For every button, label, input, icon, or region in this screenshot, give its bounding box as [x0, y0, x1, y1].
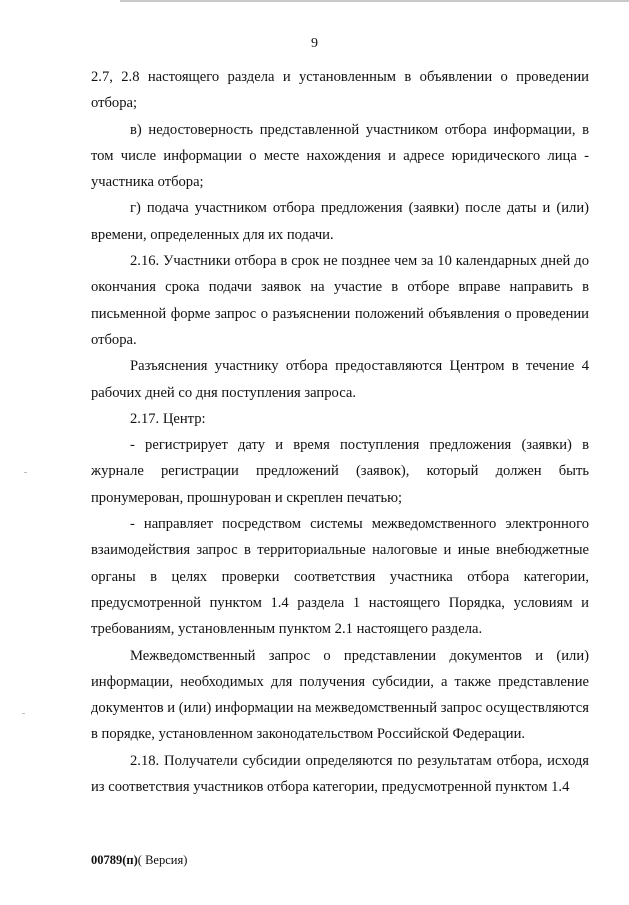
paragraph-2-17-heading: 2.17. Центр: [130, 410, 206, 427]
paragraph-item-g: г) подача участником отбора предложения (заявки) после даты и (или) времени, определенных для их подачи. [91, 200, 589, 243]
paragraph-item-v: в) недостоверность представленной участником отбора информации, в том числе информации о месте нахождения и адресе юридического лица - участника отбора; [91, 121, 589, 191]
scan-mark [24, 472, 27, 473]
paragraph-clarifications: Разъяснения участнику отбора предоставляются Центром в течение 4 рабочих дней со дня поступления запроса. [91, 358, 589, 401]
paragraph-registers: - регистрирует дату и время поступления предложения (заявки) в журнале регистрации предложений (заявок), который должен быть пронумерован, прошнурован и скреплен печатью; [91, 437, 589, 506]
paragraph-sends-request: - направляет посредством системы межведомственного электронного взаимодействия запрос в территориальные налоговые и иные внебюджетные органы в целях проверки соответствия участника отбора категории, предусмотренной пунктом 1.4 раздела 1 настоящего Порядка, условиям и требованиям, установленным пунктом 2.1 настоящего раздела. [91, 516, 589, 638]
document-code: 00789(п) [91, 853, 138, 867]
scan-top-edge [120, 0, 629, 2]
document-version: ( Версия) [137, 853, 188, 867]
paragraph-2-18: 2.18. Получатели субсидии определяются по результатам отбора, исходя из соответствия участников отбора категории, предусмотренной пунктом 1.4 [91, 752, 589, 796]
paragraph-continuation: 2.7, 2.8 настоящего раздела и установленным в объявлении о проведении отбора; [91, 69, 589, 112]
document-footer [91, 853, 187, 868]
paragraph-interagency-request: Межведомственный запрос о представлении документов и (или) информации, необходимых для получения субсидии, а также представление документов и (или) информации на межведомственный запрос осуществляются в порядке, установленном законодательством Российской Федерации. [91, 647, 589, 743]
paragraph-2-16: 2.16. Участники отбора в срок не позднее чем за 10 календарных дней до окончания срока подачи заявок на участие в отборе вправе направить в письменной форме запрос о разъяснении положений объявления о проведении отбора. [91, 253, 589, 348]
document-body [91, 64, 589, 800]
scan-mark [22, 713, 25, 714]
page-number: 9 [311, 36, 318, 51]
